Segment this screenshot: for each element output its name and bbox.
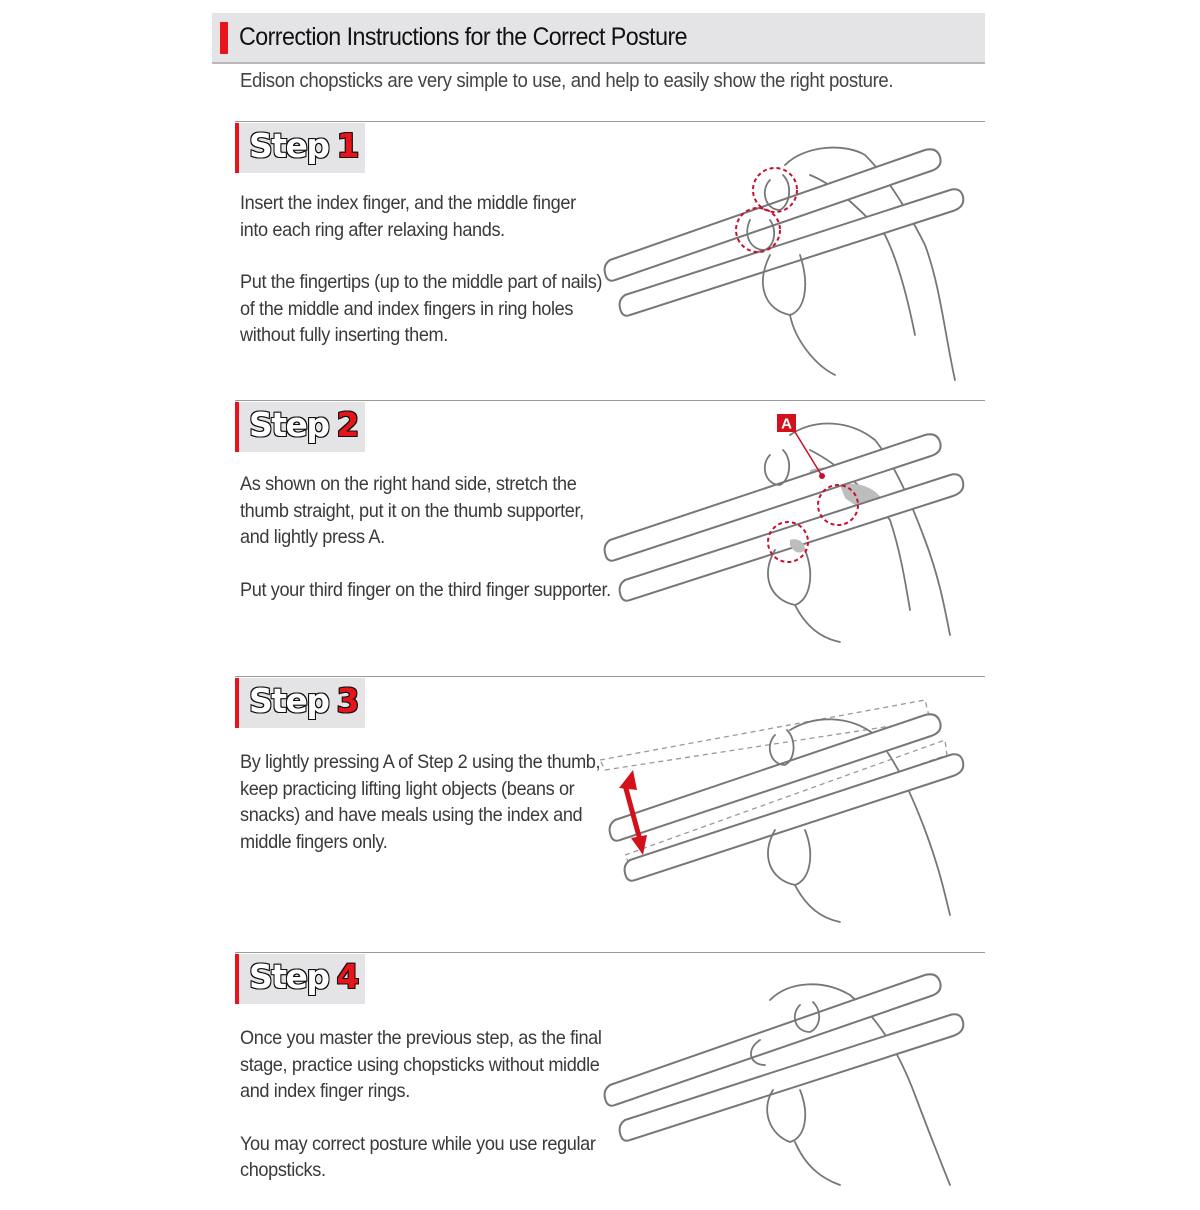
step-badge — [235, 402, 365, 452]
step-description — [240, 190, 603, 375]
step-paragraph: Insert the index finger, and the middle finger into each ring after relaxing hands. — [240, 192, 576, 241]
step-paragraph: By lightly pressing A of Step 2 using the thumb, keep practicing lifting light objects (beans or snacks) and have meals using the index and middle fingers only. — [240, 751, 601, 853]
step-word: Step — [249, 126, 329, 165]
step-label — [249, 681, 358, 720]
callout-point — [819, 473, 825, 479]
step-paragraph: You may correct posture while you use regular chopsticks. — [240, 1132, 596, 1181]
step-number: 1 — [336, 126, 359, 165]
divider — [235, 400, 985, 401]
step-badge — [235, 678, 365, 728]
divider — [235, 676, 985, 677]
intro-text: Edison chopsticks are very simple to use, and help to easily show the right posture. — [240, 70, 894, 92]
step-number: 3 — [336, 681, 359, 720]
step-label — [249, 957, 358, 996]
section-header — [212, 13, 985, 64]
step-paragraph: As shown on the right hand side, stretch the thumb straight, put it on the thumb supporter, and lightly press A. — [240, 473, 584, 548]
badge-accent-bar — [235, 402, 239, 452]
step-description — [240, 749, 603, 881]
callout-label: A — [781, 415, 792, 433]
step-number: 4 — [336, 957, 359, 996]
step-badge — [235, 954, 365, 1004]
hand-illustration-step-4 — [595, 960, 965, 1195]
step-number: 2 — [336, 405, 359, 444]
step-description — [240, 1025, 612, 1210]
badge-accent-bar — [235, 954, 239, 1004]
hand-illustration-step-3 — [595, 690, 965, 930]
step-description — [240, 471, 612, 629]
step-word: Step — [249, 957, 329, 996]
step-label — [249, 126, 358, 165]
step-paragraph: Once you master the previous step, as the final stage, practice using chopsticks without middle and index finger rings. — [240, 1027, 602, 1102]
page-title: Correction Instructions for the Correct Posture — [239, 23, 688, 51]
step-paragraph: Put your third finger on the third finger supporter. — [240, 578, 611, 601]
header-accent-bar — [220, 22, 228, 54]
step-word: Step — [249, 405, 329, 444]
hand-illustration-step-2 — [595, 410, 965, 645]
divider — [235, 952, 985, 953]
step-paragraph: Put the fingertips (up to the middle part of nails) of the middle and index fingers in ring holes without fully inserting them. — [240, 271, 603, 346]
badge-accent-bar — [235, 123, 239, 173]
hand-illustration-step-1 — [595, 135, 965, 385]
step-badge — [235, 123, 365, 173]
step-word: Step — [249, 681, 329, 720]
divider — [235, 121, 985, 122]
badge-accent-bar — [235, 678, 239, 728]
step-label — [249, 405, 358, 444]
